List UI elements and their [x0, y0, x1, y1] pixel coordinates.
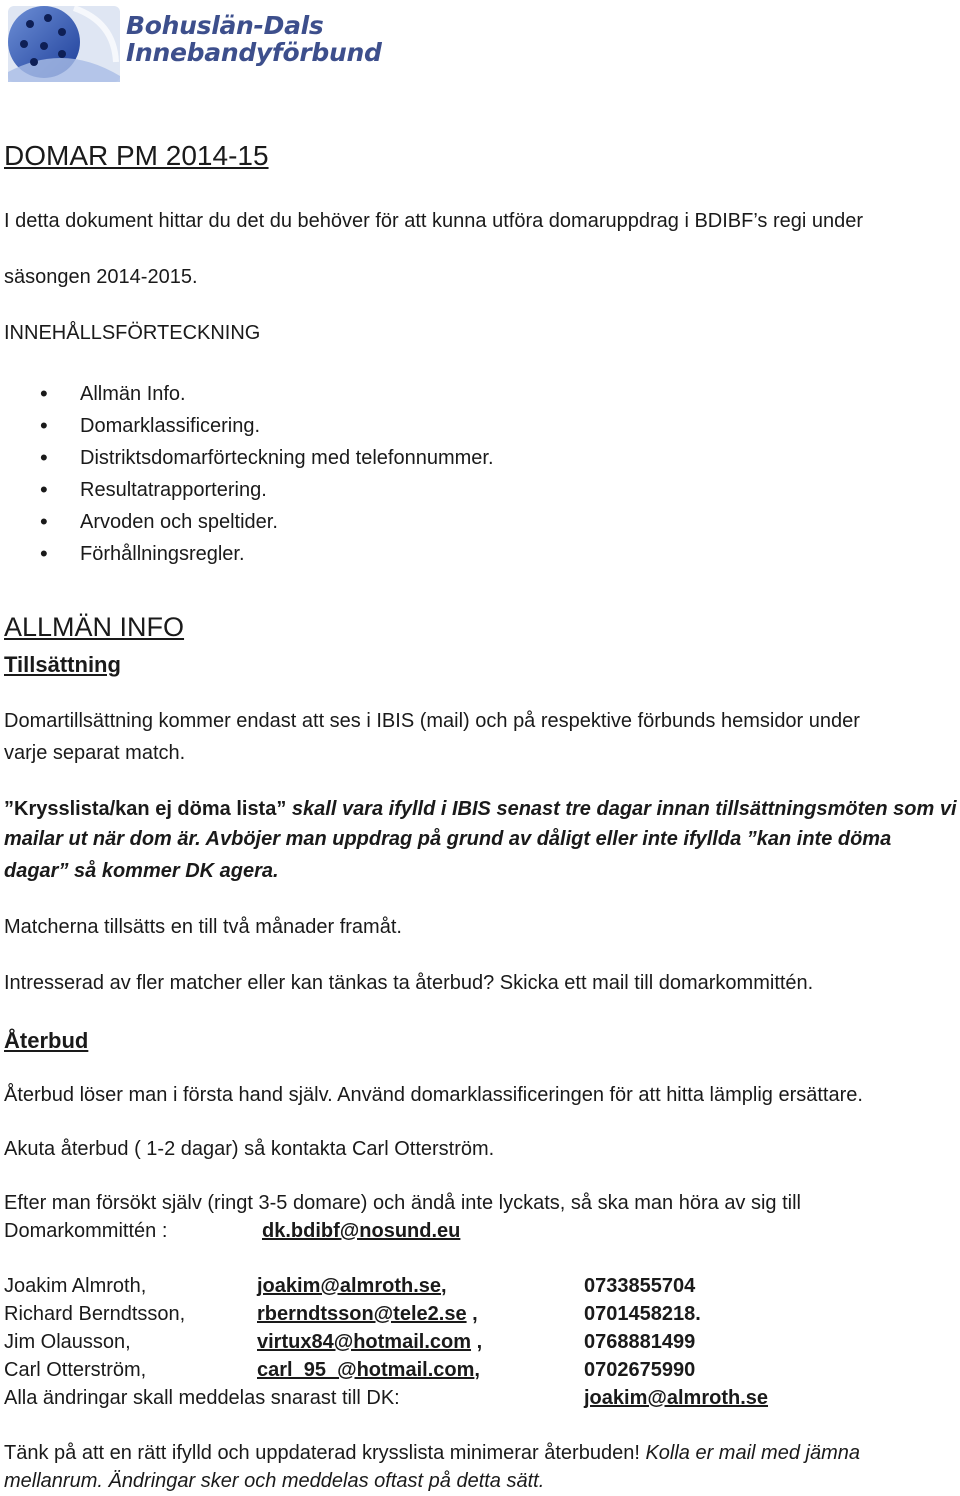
logo-line-1: Bohuslän-Dals — [126, 11, 324, 40]
footer-italic-text: Kolla er mail med jämna — [645, 1442, 860, 1464]
emphasis-text: skall vara ifylld i IBIS senast tre dagar innan tillsättningsmöten som vi — [286, 798, 957, 820]
contact-email-group — [257, 1272, 447, 1300]
logo — [4, 2, 382, 86]
contact-separator: , — [474, 1359, 480, 1381]
contact-name: Joakim Almroth, — [4, 1275, 147, 1297]
contact-row — [4, 1328, 954, 1356]
floorball-logo-icon — [4, 2, 124, 86]
contact-row — [4, 1272, 954, 1300]
paragraph-text: Domarkommittén : — [4, 1220, 168, 1242]
contact-email-link[interactable]: carl_95_@hotmail.com — [257, 1359, 475, 1381]
footer-text: Tänk på att en rätt ifylld och uppdaterad krysslista minimerar återbuden! — [4, 1442, 646, 1464]
contact-phone: 0701458218. — [584, 1303, 701, 1325]
contact-email-group — [257, 1328, 482, 1356]
contact-phone: 0768881499 — [584, 1331, 696, 1353]
paragraph-text: Intresserad av fler matcher eller kan tänkas ta återbud? Skicka ett mail till domarkommittén. — [4, 972, 814, 994]
contact-list — [4, 1272, 954, 1412]
contact-email-link[interactable]: joakim@almroth.se — [257, 1275, 442, 1297]
toc-heading: INNEHÅLLSFÖRTECKNING — [4, 322, 261, 344]
page-title: DOMAR PM 2014-15 — [4, 140, 269, 171]
intro-line-1: I detta dokument hittar du det du behöver för att kunna utföra domaruppdrag i BDIBF’s regi under — [4, 210, 864, 232]
toc-item: • Allmän Info. — [40, 378, 494, 410]
subheading-aterbud: Återbud — [4, 1028, 89, 1053]
toc-item: • Domarklassificering. — [40, 410, 494, 442]
footer-line-2: mellanrum. Ändringar sker och meddelas oftast på detta sätt. — [4, 1470, 545, 1492]
contact-phone: 0702675990 — [584, 1359, 696, 1381]
emphasis-text: ”Krysslista/kan ej döma lista” — [4, 798, 287, 820]
contact-name: Richard Berndtsson, — [4, 1303, 186, 1325]
paragraph-text: Efter man försökt själv (ringt 3-5 domare) och ändå inte lyckats, så ska man höra av sig till — [4, 1192, 802, 1214]
toc-item: • Resultatrapportering. — [40, 474, 494, 506]
contact-email-link[interactable]: rberndtsson@tele2.se — [257, 1303, 467, 1325]
contact-email-link[interactable]: virtux84@hotmail.com — [257, 1331, 472, 1353]
toc-list — [40, 378, 494, 570]
toc-item: • Förhållningsregler. — [40, 538, 494, 570]
paragraph-text: varje separat match. — [4, 742, 186, 764]
changes-row — [4, 1384, 954, 1412]
contact-name: Carl Otterström, — [4, 1359, 147, 1381]
contact-row — [4, 1300, 954, 1328]
contact-row — [4, 1356, 954, 1384]
contact-email-group — [257, 1300, 478, 1328]
footer-line-1 — [4, 1442, 860, 1465]
contact-name: Jim Olausson, — [4, 1331, 131, 1353]
changes-label: Alla ändringar skall meddelas snarast till DK: — [4, 1387, 400, 1409]
contact-separator: , — [466, 1303, 478, 1325]
logo-text — [126, 12, 382, 66]
intro-line-2: säsongen 2014-2015. — [4, 266, 198, 288]
paragraph-text: Matcherna tillsätts en till två månader framåt. — [4, 916, 402, 938]
contact-separator: , — [441, 1275, 447, 1297]
toc-item: • Distriktsdomarförteckning med telefonnummer. — [40, 442, 494, 474]
toc-item: • Arvoden och speltider. — [40, 506, 494, 538]
section-heading-allman-info: ALLMÄN INFO — [4, 612, 185, 642]
subheading-tillsattning: Tillsättning — [4, 652, 121, 677]
emphasis-text: mailar ut när dom är. Avböjer man uppdrag på grund av dåligt eller inte ifyllda ”kan inte döma — [4, 828, 892, 850]
paragraph-text: Domartillsättning kommer endast att ses i IBIS (mail) och på respektive förbunds hemsidor under — [4, 710, 860, 732]
contact-email-group — [257, 1356, 480, 1384]
logo-line-2: Innebandyförbund — [126, 38, 382, 67]
emphasis-paragraph — [4, 798, 957, 821]
paragraph-text: Akuta återbud ( 1-2 dagar) så kontakta Carl Otterström. — [4, 1138, 495, 1160]
paragraph-text: Återbud löser man i första hand själv. Använd domarklassificeringen för att hitta lämplig ersättare. — [4, 1084, 863, 1106]
dk-email-link[interactable]: dk.bdibf@nosund.eu — [262, 1220, 461, 1242]
contact-phone: 0733855704 — [584, 1275, 696, 1297]
contact-separator: , — [471, 1331, 483, 1353]
changes-email-link[interactable]: joakim@almroth.se — [584, 1387, 769, 1409]
emphasis-text: dagar” så kommer DK agera. — [4, 860, 279, 882]
